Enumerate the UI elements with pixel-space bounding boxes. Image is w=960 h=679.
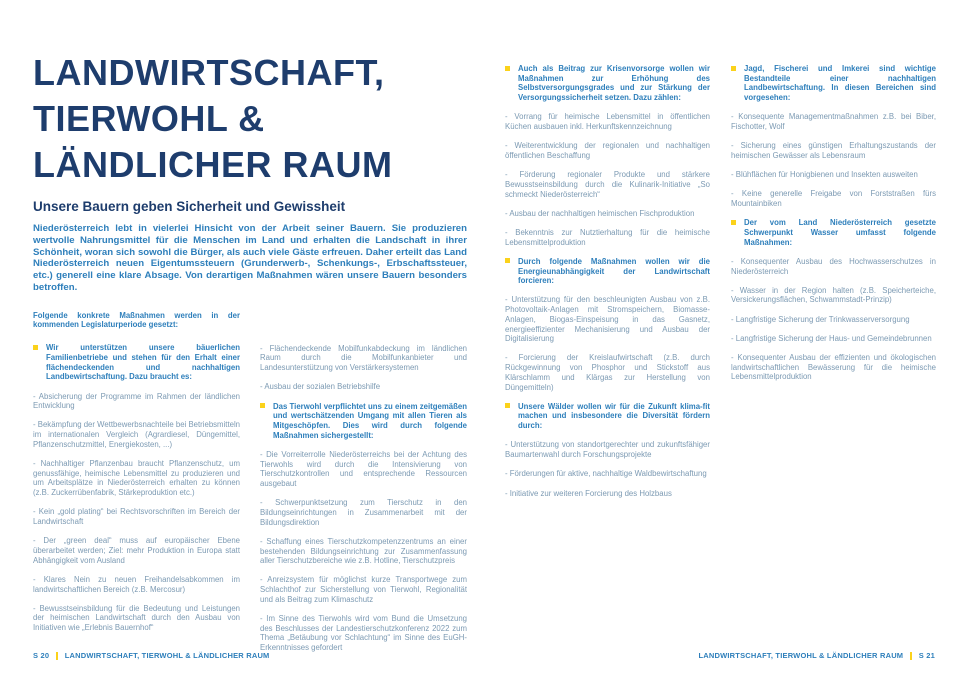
measure-sub-item [505,141,710,160]
measure-text: Der vom Land Niederösterreich gesetzte Schwerpunkt Wasser umfasst folgende Maßnahmen: [744,218,936,247]
measure-bullet-item [33,343,240,382]
page-title [33,0,467,188]
column-3 [505,64,710,508]
measure-text: - Initiative zur weiteren Forcierung des Holzbaus [505,488,672,498]
measure-sub-item [260,450,467,489]
measure-text: Wir unterstützen unsere bäuerlichen Familienbetriebe und stehen für den Erhalt einer flächendeckenden und nachhaltigen Landbewirtschaftung. Dazu braucht es: [46,343,240,382]
measure-sub-item [505,353,710,392]
bullet-square-icon [731,220,736,225]
measure-bullet-item [260,402,467,441]
measure-text: - Im Sinne des Tierwohls wird vom Bund die Umsetzung des Beschlusses der Landestierschutzkonferenz 2022 zum Thema „Betäubung vor Schlachtung“ im Sinne des EuGH-Erkenntnisses gefordert [260,614,467,653]
measure-text: - Wasser in der Region halten (z.B. Speicherteiche, Versickerungsflächen, Schwammstadt-Prinzip) [731,285,936,305]
measure-text: - Schaffung eines Tierschutzkompetenzzentrums an einer bestehenden Bildungseinrichtung zur Zusammenfassung aller Tierschutzbereiche wie z.B. Hotline, Tierschutzpreis [260,536,467,566]
measure-sub-item [260,614,467,653]
measure-sub-item [33,575,240,594]
page-subtitle: Unsere Bauern geben Sicherheit und Gewissheit [33,199,346,214]
measure-text: - Sicherung eines günstigen Erhaltungszustands der heimischen Gewässer als Lebensraum [731,141,936,160]
measure-sub-item [33,420,240,449]
footer-separator-icon [910,652,912,660]
page-title-line-3: LÄNDLICHER RAUM [33,144,393,185]
measure-sub-item [505,489,710,499]
measure-sub-item [505,170,710,199]
measure-text: Durch folgende Maßnahmen wollen wir die Energieunabhängigkeit der Landwirtschaft forcieren: [518,256,710,286]
bullet-square-icon [731,66,736,71]
measure-text: - Anreizsystem für möglichst kurze Transportwege zum Schlachthof zur Sicherstellung von Tierwohl, Regionalität und als Beitrag zum Klimaschutz [260,575,467,604]
column-1 [33,311,240,663]
measure-text: - Unterstützung für den beschleunigten Ausbau von z.B. Photovoltaik-Anlagen mit Stromspeichern, Biomasse-Anlagen, Biogas-Einspeisung in das Gasnetz, energieeffizienter Mechanisierung und Ausbau der Digitalisierung [505,295,710,344]
measure-sub-item [731,141,936,160]
right-page-columns [505,64,937,508]
measure-sub-item [731,257,936,276]
measure-text: Das Tierwohl verpflichtet uns zu einem zeitgemäßen und wertschätzenden Umgang mit allen Tieren als Mitgeschöpfen. Dies wird durch folgende Maßnahmen sichergestellt: [273,401,467,440]
measure-text: Folgende konkrete Maßnahmen werden in der kommenden Legislaturperiode gesetzt: [33,310,240,330]
right-page [505,64,937,508]
column-2 [260,311,467,663]
measure-text: - Der „green deal“ muss auf europäischer Ebene überarbeitet werden; Ziel: mehr Produktion in Europa statt Abhängigkeit vom Ausland [33,536,240,565]
footer-left-page-number: S 20 [33,651,50,660]
measure-sub-item [260,575,467,604]
measure-sub-item [260,382,467,392]
measure-text: - Nachhaltiger Pflanzenbau braucht Pflanzenschutz, um genussfähige, heimische Lebensmittel zu produzieren und um Arbeitsplätze in Niederösterreich erhalten zu können (z.B. Zuckerrübenfabrik, Stärkeproduktion etc.) [33,459,240,498]
measure-text: - Konsequenter Ausbau der effizienten und ökologischen landwirtschaftlichen Bewässerung für die heimische Lebensmittelproduktion [731,353,936,382]
measure-text: Jagd, Fischerei und Imkerei sind wichtige Bestandteile einer nachhaltigen Landbewirtschaftung. In diesen Bereichen sind vorgesehen: [744,64,936,103]
measure-text: - Bewusstseinsbildung für die Bedeutung und Leistungen der heimischen Landwirtschaft durch den Ausbau von Initiativen wie „Erlebnis Bauernhof“ [33,603,240,633]
measure-text: - Konsequenter Ausbau des Hochwasserschutzes in Niederösterreich [731,256,936,276]
measure-sub-item [731,334,936,344]
measure-sub-item [731,189,936,208]
measure-sub-item [731,112,936,131]
measure-text: - Klares Nein zu neuen Freihandelsabkommen im landwirtschaftlichen Bereich (z.B. Mercosur) [33,574,240,594]
measure-sub-item [731,353,936,382]
measure-text: - Kein „gold plating“ bei Rechtsvorschriften im Bereich der Landwirtschaft [33,507,240,527]
left-page-columns [33,311,467,663]
measure-sub-item [33,604,240,633]
measure-text: Unsere Wälder wollen wir für die Zukunft klima-fit machen und insbesondere die Diversität fördern durch: [518,401,710,431]
measures-lead-text [33,311,240,330]
measure-text: - Schwerpunktsetzung zum Tierschutz in den Bildungseinrichtungen in Zusammenarbeit mit der Bildungsdirektion [260,498,467,527]
measure-sub-item [33,459,240,498]
measure-sub-item [260,344,467,373]
measure-sub-item [505,112,710,131]
measure-text: - Bekenntnis zur Nutztierhaltung für die heimische Lebensmittelproduktion [505,227,710,247]
measure-sub-item [260,498,467,527]
footer-separator-icon [56,652,58,660]
bullet-square-icon [33,345,38,350]
bullet-square-icon [505,258,510,263]
measure-sub-item [731,170,936,180]
measure-text: - Unterstützung von standortgerechter und zukunftsfähiger Baumartenwahl durch Forschungsprojekte [505,440,710,460]
measure-sub-item [33,536,240,565]
measure-text: - Langfristige Sicherung der Trinkwasserversorgung [731,314,910,324]
measure-text: - Förderungen für aktive, nachhaltige Waldbewirtschaftung [505,469,707,479]
measure-text: - Flächendeckende Mobilfunkabdeckung im ländlichen Raum durch die Mobilfunkanbieter und Landesunterstützung von Verstärkersystemen [260,343,467,373]
measure-sub-item [505,440,710,459]
bullet-square-icon [505,403,510,408]
measure-sub-item [505,469,710,479]
measure-bullet-item [505,64,710,103]
measure-sub-item [260,537,467,566]
measure-sub-item [505,228,710,247]
measure-text: - Bekämpfung der Wettbewerbsnachteile bei Betriebsmitteln im internationalen Vergleich (Agrardiesel, Düngemittel, Pflanzenschutzmittel, Energiekosten, ...) [33,420,241,449]
measure-text: - Die Vorreiterrolle Niederösterreichs bei der Achtung des Tierwohls wird durch die Intensivierung von Tierschutzkontrollen und entsprechende Ressourcen ausgebaut [260,449,467,489]
footer-left [33,651,270,660]
measure-text: - Ausbau der sozialen Betriebshilfe [260,382,381,392]
left-page [33,0,467,662]
measure-sub-item [33,507,240,526]
measure-text: - Forcierung der Kreislaufwirtschaft (z.B. durch Rückgewinnung von Phosphor und Stickstoff aus Klärschlamm und Klärgas zur Herstellung von Düngemitteln) [505,353,710,392]
measure-text: - Vorrang für heimische Lebensmittel in öffentlichen Küchen ausbauen inkl. Herkunftskennzeichnung [505,112,710,132]
measure-sub-item [731,286,936,305]
measure-bullet-item [731,218,936,247]
page-title-line-1: LANDWIRTSCHAFT, [33,52,385,93]
measure-sub-item [33,392,240,411]
footer-left-label: LANDWIRTSCHAFT, TIERWOHL & LÄNDLICHER RAUM [64,651,270,660]
measure-text: - Ausbau der nachhaltigen heimischen Fischproduktion [505,208,695,218]
measure-text: - Blühflächen für Honigbienen und Insekten ausweiten [731,170,918,180]
measure-text: - Förderung regionaler Produkte und stärkere Bewusstseinsbildung durch die Kulinarik-Initiative „So schmeckt Niederösterreich“ [505,170,710,199]
measure-bullet-item [505,402,710,431]
bullet-square-icon [260,403,265,408]
measure-text: - Weiterentwicklung der regionalen und nachhaltigen öffentlichen Beschaffung [505,141,710,160]
measure-text: - Langfristige Sicherung der Haus- und Gemeindebrunnen [731,333,932,343]
measure-sub-item [505,209,710,219]
bullet-square-icon [505,66,510,71]
measure-bullet-item [505,257,710,286]
column-4 [731,64,936,508]
measure-sub-item [731,315,936,325]
page-title-line-2: TIERWOHL & [33,98,265,139]
intro-paragraph: Niederösterreich lebt in vielerlei Hinsicht von der Arbeit seiner Bauern. Sie produzieren wertvolle Nahrungsmittel für die Menschen im Land und erhalten die Landschaft in ihrer Schönheit, woran sich sowohl die Bürger, als auch viele Gäste erfreuen. Daher erteilt das Land Niederösterreich neuen Eigentumssteuern (Grunderwerb-, Schenkungs-, Erbschaftssteuer, etc.) generell eine klare Absage. Von derartigen Maßnahmen wären unsere Bauern besonders betroffen. [33,223,467,293]
footer-right-label: LANDWIRTSCHAFT, TIERWOHL & LÄNDLICHER RAUM [698,651,904,660]
measure-text: - Konsequente Managementmaßnahmen z.B. bei Biber, Fischotter, Wolf [731,112,936,132]
measure-text: Auch als Beitrag zur Krisenvorsorge wollen wir Maßnahmen zur Erhöhung des Selbstversorgungsgrades und zur Stärkung der Versorgungssicherheit setzen. Dazu zählen: [518,64,710,103]
measure-text: - Absicherung der Programme im Rahmen der ländlichen Entwicklung [33,391,240,411]
measure-bullet-item [731,64,936,103]
footer-right-page-number: S 21 [918,651,935,660]
footer-right [698,651,935,660]
measure-sub-item [505,295,710,344]
measure-text: - Keine generelle Freigabe von Forststraßen fürs Mountainbiken [731,189,936,209]
